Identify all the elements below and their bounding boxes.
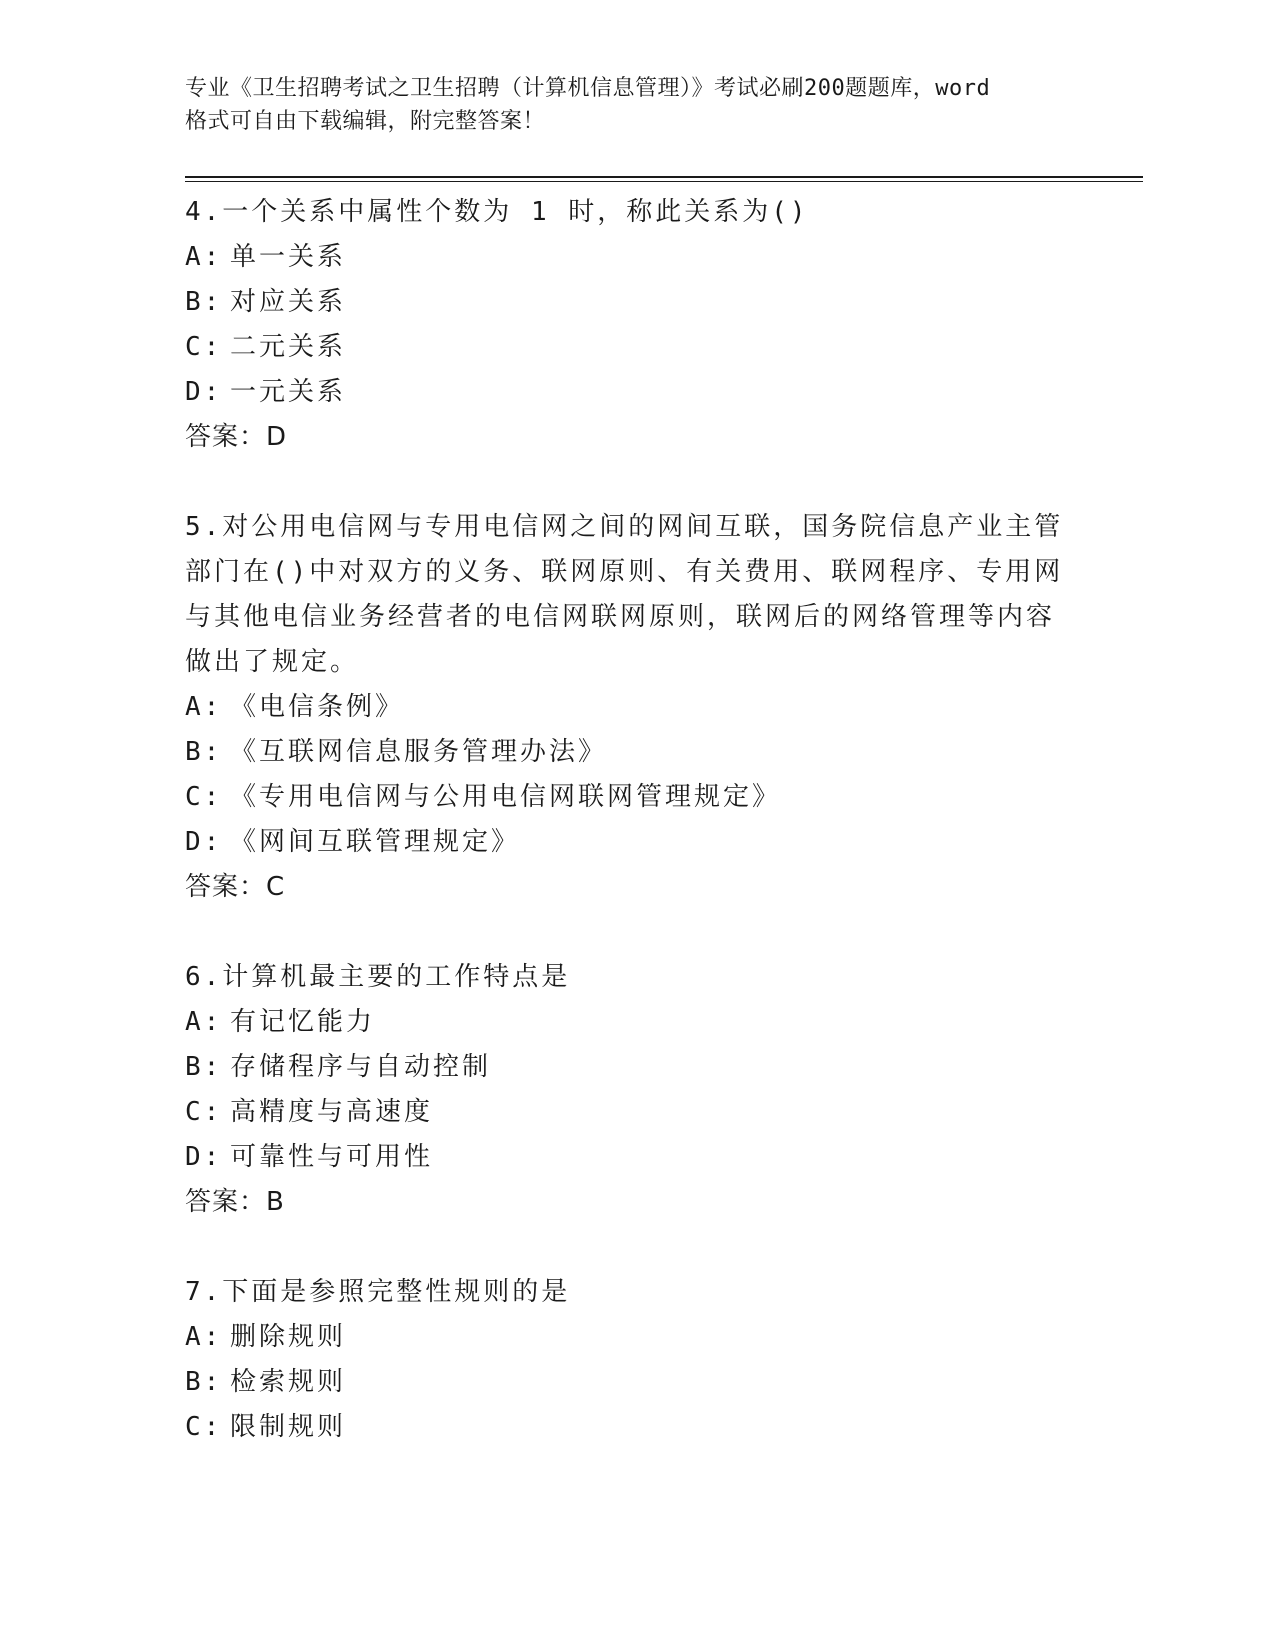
option-text: 对应关系	[230, 287, 347, 317]
option-text: 二元关系	[230, 332, 347, 362]
option-text: 限制规则	[230, 1412, 347, 1442]
question-4	[185, 190, 1085, 460]
option-b	[185, 1045, 1085, 1090]
option-key: B:	[185, 1052, 223, 1082]
question-stem-line-1: 5.对公用电信网与专用电信网之间的网间互联，国务院信息产业主管	[185, 512, 1064, 542]
option-key: C:	[185, 782, 223, 812]
option-c	[185, 325, 1085, 370]
option-b	[185, 280, 1085, 325]
question-stem-line-3: 与其他电信业务经营者的电信网联网原则，联网后的网络管理等内容	[185, 602, 1056, 632]
question-6	[185, 955, 1085, 1225]
option-key: D:	[185, 827, 223, 857]
option-text: 一元关系	[230, 377, 347, 407]
option-key: C:	[185, 1412, 223, 1442]
option-a	[185, 235, 1085, 280]
header-title-line-2: 格式可自由下载编辑，附完整答案！	[185, 109, 546, 134]
option-b	[185, 1360, 1085, 1405]
option-text: 《互联网信息服务管理办法》	[230, 737, 608, 767]
option-b	[185, 730, 1085, 775]
option-key: C:	[185, 332, 223, 362]
header-title-line-1: 专业《卫生招聘考试之卫生招聘（计算机信息管理）》考试必刷200题题库，word	[185, 76, 991, 101]
option-a	[185, 685, 1085, 730]
option-text: 《网间互联管理规定》	[230, 827, 521, 857]
option-key: B:	[185, 1367, 223, 1397]
header-divider-thin	[185, 181, 1143, 182]
option-key: A:	[185, 242, 223, 272]
option-text: 单一关系	[230, 242, 347, 272]
option-text: 可靠性与可用性	[230, 1142, 434, 1172]
option-text: 有记忆能力	[230, 1007, 376, 1037]
option-c	[185, 1405, 1085, 1450]
option-key: D:	[185, 377, 223, 407]
answer-line: 答案：B	[185, 1187, 285, 1217]
header-divider-thick	[185, 176, 1143, 178]
option-key: A:	[185, 1322, 223, 1352]
question-7	[185, 1270, 1085, 1450]
option-key: A:	[185, 1007, 223, 1037]
question-stem-line-2: 部门在()中对双方的义务、联网原则、有关费用、联网程序、专用网	[185, 557, 1064, 587]
option-key: D:	[185, 1142, 223, 1172]
question-stem: 4.一个关系中属性个数为 1 时，称此关系为()	[185, 197, 809, 227]
question-stem: 6.计算机最主要的工作特点是	[185, 962, 571, 992]
option-d	[185, 1135, 1085, 1180]
option-d	[185, 370, 1085, 415]
option-text: 高精度与高速度	[230, 1097, 434, 1127]
option-a	[185, 1315, 1085, 1360]
option-text: 《电信条例》	[230, 692, 405, 722]
option-key: B:	[185, 737, 223, 767]
option-key: C:	[185, 1097, 223, 1127]
question-list	[185, 190, 1085, 1495]
document-header	[185, 72, 1085, 138]
option-text: 存储程序与自动控制	[230, 1052, 492, 1082]
option-c	[185, 775, 1085, 820]
option-key: A:	[185, 692, 223, 722]
option-a	[185, 1000, 1085, 1045]
question-stem-line-4: 做出了规定。	[185, 647, 360, 677]
answer-line: 答案：C	[185, 872, 286, 902]
option-text: 检索规则	[230, 1367, 347, 1397]
option-c	[185, 1090, 1085, 1135]
option-d	[185, 820, 1085, 865]
question-stem: 7.下面是参照完整性规则的是	[185, 1277, 571, 1307]
option-text: 删除规则	[230, 1322, 347, 1352]
question-5	[185, 505, 1085, 910]
option-key: B:	[185, 287, 223, 317]
option-text: 《专用电信网与公用电信网联网管理规定》	[230, 782, 782, 812]
answer-line: 答案：D	[185, 422, 288, 452]
